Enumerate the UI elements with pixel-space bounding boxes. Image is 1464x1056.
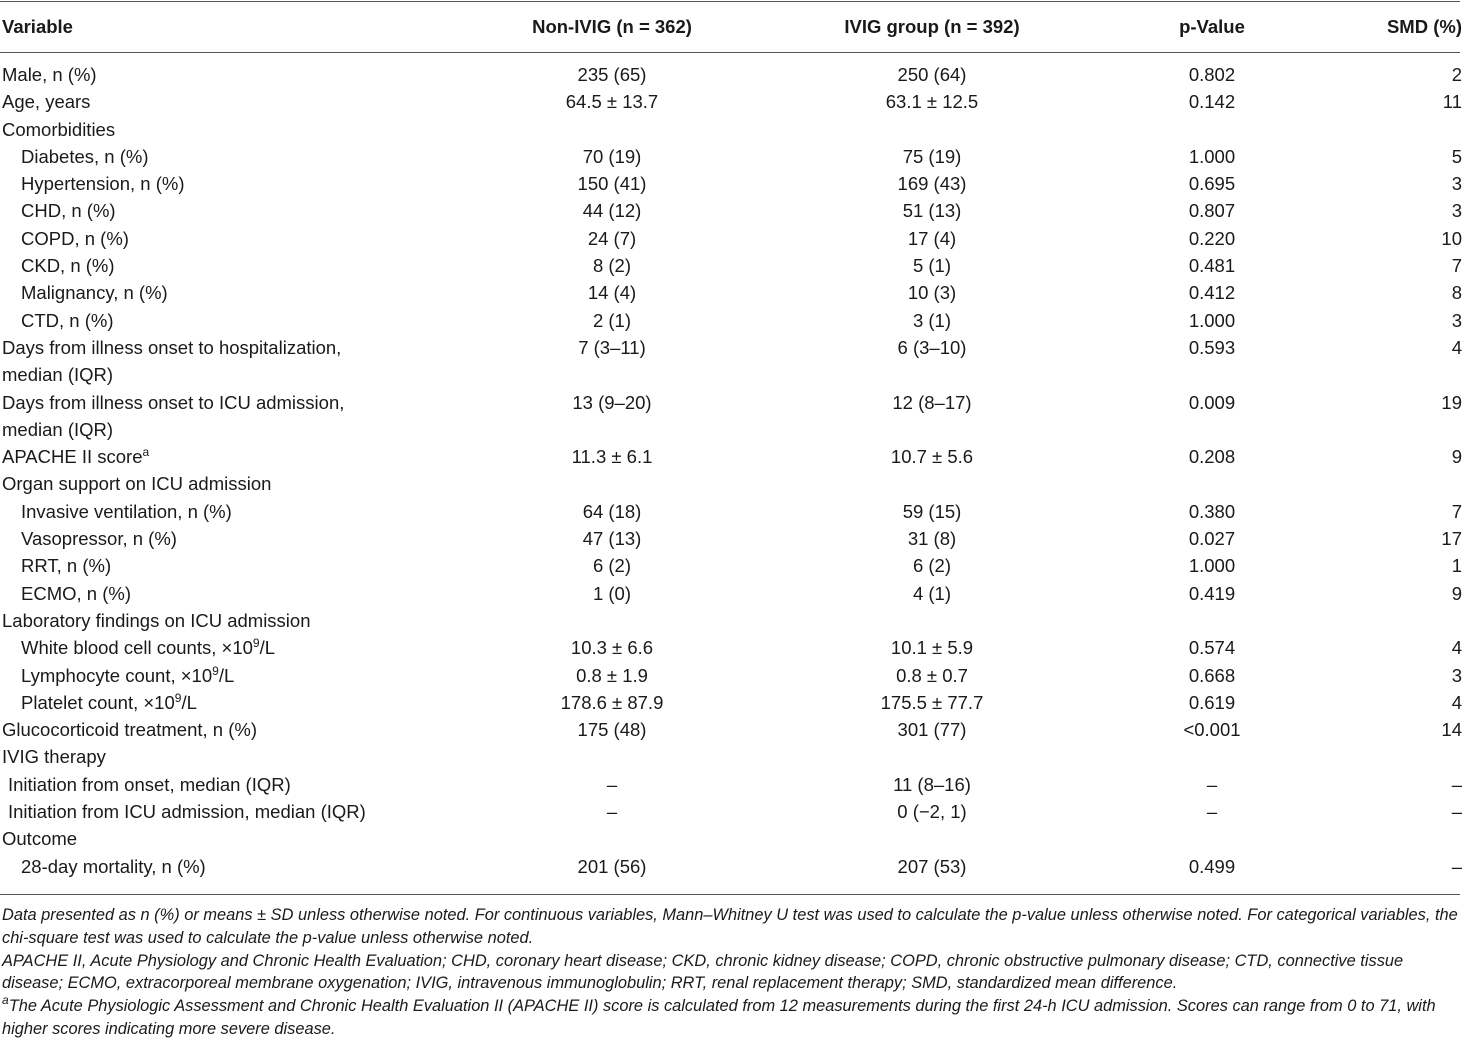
cell-non-ivig: 13 (9–20): [572, 391, 652, 413]
cell-smd: –: [1451, 801, 1462, 823]
cell-smd: 1: [1451, 555, 1462, 577]
table-row: [0, 61, 1464, 88]
row-label-text: Days from illness onset to ICU admission,: [2, 391, 345, 413]
cell-p-value: 0.695: [1188, 173, 1236, 195]
row-label-text: CKD, n (%): [21, 255, 115, 277]
row-label-text: Initiation from onset, median (IQR): [8, 773, 291, 795]
superscript: 9: [252, 636, 260, 651]
cell-p-value: 1.000: [1188, 555, 1236, 577]
cell-smd: 7: [1451, 500, 1462, 522]
cell-empty: [1322, 607, 1464, 634]
cell-smd: 11: [1442, 91, 1462, 113]
cell-ivig: 75 (19): [902, 145, 962, 167]
cell-empty: [762, 116, 1102, 143]
cell-p-value: –: [1206, 773, 1218, 795]
cell-p-value: 0.027: [1188, 528, 1236, 550]
cell-variable: [0, 853, 462, 880]
cell-smd: 7: [1451, 255, 1462, 277]
cell-ivig: 6 (3–10): [897, 336, 967, 358]
cell-variable: [0, 88, 462, 115]
row-label-text: Age, years: [2, 91, 91, 113]
cell-ivig: 12 (8–17): [892, 391, 972, 413]
section-header-row: [0, 470, 1464, 497]
row-label-text: Platelet count, ×10: [21, 691, 175, 713]
cell-non-ivig: 6 (2): [592, 555, 632, 577]
table-row: [0, 307, 1464, 334]
cell-non-ivig: –: [606, 773, 618, 795]
cell-variable: [0, 689, 462, 716]
cell-ivig: 10.7 ± 5.6: [890, 446, 974, 468]
superscript: 9: [212, 663, 219, 678]
table-row: [0, 389, 1464, 444]
section-header-row: [0, 825, 1464, 852]
cell-empty: [1102, 743, 1322, 770]
cell-smd: 5: [1451, 145, 1462, 167]
row-label-text: APACHE II score: [2, 446, 143, 468]
cell-empty: [1102, 470, 1322, 497]
cell-non-ivig: 47 (13): [582, 528, 642, 550]
cell-p-value: 0.380: [1188, 500, 1236, 522]
cell-ivig: 207 (53): [897, 855, 967, 877]
footnote-data-presentation: Data presented as n (%) or means ± SD unless otherwise noted. For continuous variables, Mann–Whitney U test was used to calculate the p-value unless otherwise noted. For categorical variables, the chi-square test was used to calculate the p-value unless otherwise noted.: [2, 906, 1458, 947]
cell-ivig: 4 (1): [912, 582, 952, 604]
table-row: [0, 525, 1464, 552]
cell-ivig: 169 (43): [897, 173, 967, 195]
table-row: [0, 634, 1464, 661]
row-label-text: Malignancy, n (%): [21, 282, 168, 304]
footnote-marker: a: [2, 993, 9, 1008]
table-row: [0, 798, 1464, 825]
cell-ivig: 6 (2): [912, 555, 952, 577]
cell-non-ivig: 70 (19): [582, 145, 642, 167]
cell-non-ivig: 7 (3–11): [578, 336, 646, 358]
cell-variable: [0, 743, 462, 770]
header-gap-row: [0, 52, 1464, 61]
cell-variable: [0, 634, 462, 661]
cell-empty: [1102, 825, 1322, 852]
gap-cell: [0, 52, 1464, 61]
cell-variable: [0, 197, 462, 224]
row-label-text: Organ support on ICU admission: [2, 473, 272, 495]
cell-non-ivig: 8 (2): [592, 255, 632, 277]
cell-variable: [0, 443, 462, 470]
cell-variable: [0, 580, 462, 607]
header-non-ivig: Non-IVIG (n = 362): [532, 16, 692, 37]
cell-smd: 3: [1451, 200, 1462, 222]
cell-p-value: 1.000: [1188, 145, 1236, 167]
footnote-apache-text: The Acute Physiologic Assessment and Chronic Health Evaluation II (APACHE II) score is calculated from 12 measurements during the first 24-h ICU admission. Scores can range from 0 to 71, with higher scores indicating more severe disease.: [2, 997, 1436, 1038]
superscript: a: [142, 445, 150, 460]
row-label-text: Lymphocyte count, ×10: [21, 664, 213, 686]
cell-variable: [0, 798, 462, 825]
section-header-row: [0, 743, 1464, 770]
cell-p-value: 0.593: [1188, 336, 1236, 358]
cell-ivig: 11 (8–16): [893, 773, 971, 795]
cell-smd: –: [1451, 855, 1462, 877]
row-label-text: Glucocorticoid treatment, n (%): [2, 719, 257, 741]
cell-p-value: 1.000: [1188, 309, 1236, 331]
row-label-continued: median (IQR): [2, 418, 114, 440]
cell-empty: [762, 470, 1102, 497]
cell-smd: 17: [1441, 528, 1462, 550]
cell-non-ivig: –: [606, 801, 618, 823]
cell-ivig: 175.5 ± 77.7: [880, 691, 984, 713]
table-row: [0, 197, 1464, 224]
cell-empty: [1322, 743, 1464, 770]
table-row: [0, 143, 1464, 170]
cell-non-ivig: 175 (48): [577, 719, 647, 741]
table-row: [0, 552, 1464, 579]
cell-ivig: 10 (3): [907, 282, 957, 304]
cell-variable: [0, 470, 462, 497]
cell-ivig: 51 (13): [902, 200, 962, 222]
cell-p-value: 0.802: [1188, 64, 1236, 85]
cell-ivig: 31 (8): [907, 528, 957, 550]
row-label-text: Invasive ventilation, n (%): [21, 500, 232, 522]
cell-non-ivig: 44 (12): [582, 200, 642, 222]
cell-empty: [1102, 607, 1322, 634]
cell-smd: 4: [1451, 336, 1462, 358]
table-row: [0, 689, 1464, 716]
cell-variable: [0, 252, 462, 279]
cell-p-value: –: [1206, 801, 1218, 823]
section-header-row: [0, 607, 1464, 634]
cell-non-ivig: 178.6 ± 87.9: [560, 691, 664, 713]
row-label-text: Initiation from ICU admission, median (IQR): [8, 801, 366, 823]
cell-non-ivig: 201 (56): [577, 855, 647, 877]
cell-smd: 14: [1441, 719, 1462, 741]
row-label-unit: /L: [218, 664, 235, 686]
cell-non-ivig: 150 (41): [577, 173, 647, 195]
row-label-text: Laboratory findings on ICU admission: [2, 609, 311, 631]
cell-p-value: <0.001: [1183, 719, 1241, 741]
table-row: [0, 334, 1464, 389]
cell-empty: [1322, 470, 1464, 497]
table-header-row: [0, 0, 1464, 52]
cell-variable: [0, 662, 462, 689]
row-label-text: CHD, n (%): [21, 200, 116, 222]
cell-variable: [0, 716, 462, 743]
cell-variable: [0, 525, 462, 552]
cell-p-value: 0.668: [1188, 664, 1236, 686]
cell-variable: [0, 825, 462, 852]
cell-ivig: 63.1 ± 12.5: [885, 91, 979, 113]
cell-variable: [0, 116, 462, 143]
cell-smd: 2: [1451, 64, 1462, 85]
cell-non-ivig: 11.3 ± 6.1: [571, 446, 653, 468]
table-footnotes: [2, 904, 1458, 1041]
cell-variable: [0, 552, 462, 579]
row-label-text: Diabetes, n (%): [21, 145, 149, 167]
cell-ivig: 59 (15): [902, 500, 962, 522]
cell-p-value: 0.142: [1188, 91, 1236, 113]
cell-variable: [0, 389, 462, 444]
cell-variable: [0, 334, 462, 389]
row-label-text: White blood cell counts, ×10: [21, 637, 253, 659]
row-label-text: Comorbidities: [2, 118, 116, 140]
table-row: [0, 170, 1464, 197]
cell-empty: [762, 607, 1102, 634]
cell-ivig: 0.8 ± 0.7: [896, 664, 968, 686]
cell-non-ivig: 10.3 ± 6.6: [570, 637, 654, 659]
table-row: [0, 771, 1464, 798]
row-label-text: Days from illness onset to hospitalization,: [2, 336, 342, 358]
table-row: [0, 88, 1464, 115]
cell-variable: [0, 170, 462, 197]
cell-non-ivig: 0.8 ± 1.9: [576, 664, 648, 686]
cell-ivig: 3 (1): [912, 309, 952, 331]
cell-p-value: 0.220: [1188, 227, 1236, 249]
cell-ivig: 17 (4): [907, 227, 957, 249]
cell-non-ivig: 64 (18): [582, 500, 642, 522]
cell-empty: [762, 825, 1102, 852]
cell-non-ivig: 2 (1): [592, 309, 632, 331]
cell-non-ivig: 235 (65): [577, 64, 647, 85]
cell-p-value: 0.009: [1188, 391, 1236, 413]
cell-variable: [0, 607, 462, 634]
cell-ivig: 5 (1): [912, 255, 952, 277]
row-label-text: Male, n (%): [2, 64, 97, 85]
cell-smd: 3: [1451, 309, 1462, 331]
cell-smd: 4: [1451, 691, 1462, 713]
cell-non-ivig: 64.5 ± 13.7: [565, 91, 659, 113]
cell-non-ivig: 14 (4): [587, 282, 637, 304]
cell-variable: [0, 498, 462, 525]
cell-smd: 3: [1451, 664, 1462, 686]
row-label-text: 28-day mortality, n (%): [21, 855, 206, 877]
table-body: [0, 52, 1464, 880]
header-smd: SMD (%): [1386, 16, 1462, 37]
cell-variable: [0, 279, 462, 306]
table-row: [0, 580, 1464, 607]
cell-variable: [0, 225, 462, 252]
row-label-text: ECMO, n (%): [21, 582, 131, 604]
cell-empty: [1102, 116, 1322, 143]
row-label-text: Outcome: [2, 828, 78, 850]
cell-p-value: 0.574: [1188, 637, 1236, 659]
cell-ivig: 0 (−2, 1): [897, 801, 967, 823]
cell-variable: [0, 143, 462, 170]
header-variable: Variable: [2, 16, 73, 37]
cell-variable: [0, 61, 462, 88]
row-label-text: IVIG therapy: [2, 746, 106, 768]
cell-p-value: 0.208: [1188, 446, 1236, 468]
row-label-text: CTD, n (%): [21, 309, 114, 331]
header-p-value: p-Value: [1179, 16, 1245, 37]
cell-variable: [0, 307, 462, 334]
cell-empty: [462, 116, 762, 143]
cell-smd: 9: [1451, 446, 1462, 468]
cell-smd: 9: [1451, 582, 1462, 604]
cell-empty: [462, 743, 762, 770]
cell-smd: 4: [1451, 637, 1462, 659]
cell-smd: 10: [1441, 227, 1462, 249]
row-label-continued: median (IQR): [2, 364, 114, 386]
cell-non-ivig: 24 (7): [587, 227, 637, 249]
table-row: [0, 279, 1464, 306]
cell-empty: [762, 743, 1102, 770]
cell-empty: [462, 470, 762, 497]
cell-p-value: 0.619: [1188, 691, 1236, 713]
footnote-abbreviations: APACHE II, Acute Physiology and Chronic Health Evaluation; CHD, coronary heart disease; CKD, chronic kidney disease; COPD, chronic obstructive pulmonary disease; CTD, connective tissue disease; ECMO, extracorporeal membrane oxygenation; IVIG, intravenous immunoglobulin; RRT, renal replacement therapy; SMD, standardized mean difference.: [2, 951, 1404, 993]
table-row: [0, 853, 1464, 880]
row-label-text: Hypertension, n (%): [21, 173, 185, 195]
cell-ivig: 250 (64): [897, 64, 967, 85]
cell-p-value: 0.807: [1188, 200, 1236, 222]
cell-variable: [0, 771, 462, 798]
table-row: [0, 498, 1464, 525]
cell-ivig: 10.1 ± 5.9: [890, 637, 974, 659]
row-label-text: Vasopressor, n (%): [21, 528, 177, 550]
cell-non-ivig: 1 (0): [592, 582, 632, 604]
cell-p-value: 0.419: [1188, 582, 1236, 604]
row-label-text: RRT, n (%): [21, 555, 112, 577]
cell-smd: –: [1451, 773, 1462, 795]
cell-empty: [1322, 116, 1464, 143]
table-row: [0, 225, 1464, 252]
cell-empty: [1322, 825, 1464, 852]
cell-p-value: 0.481: [1188, 255, 1236, 277]
row-label-text: COPD, n (%): [21, 227, 129, 249]
table-row: [0, 443, 1464, 470]
section-header-row: [0, 116, 1464, 143]
row-label-unit: /L: [259, 637, 276, 659]
row-label-unit: /L: [181, 691, 197, 713]
cell-smd: 8: [1451, 282, 1462, 304]
cell-smd: 19: [1441, 391, 1462, 413]
cell-smd: 3: [1451, 173, 1462, 195]
header-ivig: IVIG group (n = 392): [844, 16, 1020, 37]
superscript: 9: [174, 690, 182, 705]
table-row: [0, 716, 1464, 743]
footnote-apache: [2, 995, 1458, 1041]
cell-p-value: 0.412: [1188, 282, 1236, 304]
cell-ivig: 301 (77): [897, 719, 967, 741]
bottom-rule: [0, 894, 1460, 895]
table-row: [0, 662, 1464, 689]
table-row: [0, 252, 1464, 279]
cell-empty: [462, 825, 762, 852]
cell-empty: [462, 607, 762, 634]
cell-p-value: 0.499: [1188, 855, 1236, 877]
